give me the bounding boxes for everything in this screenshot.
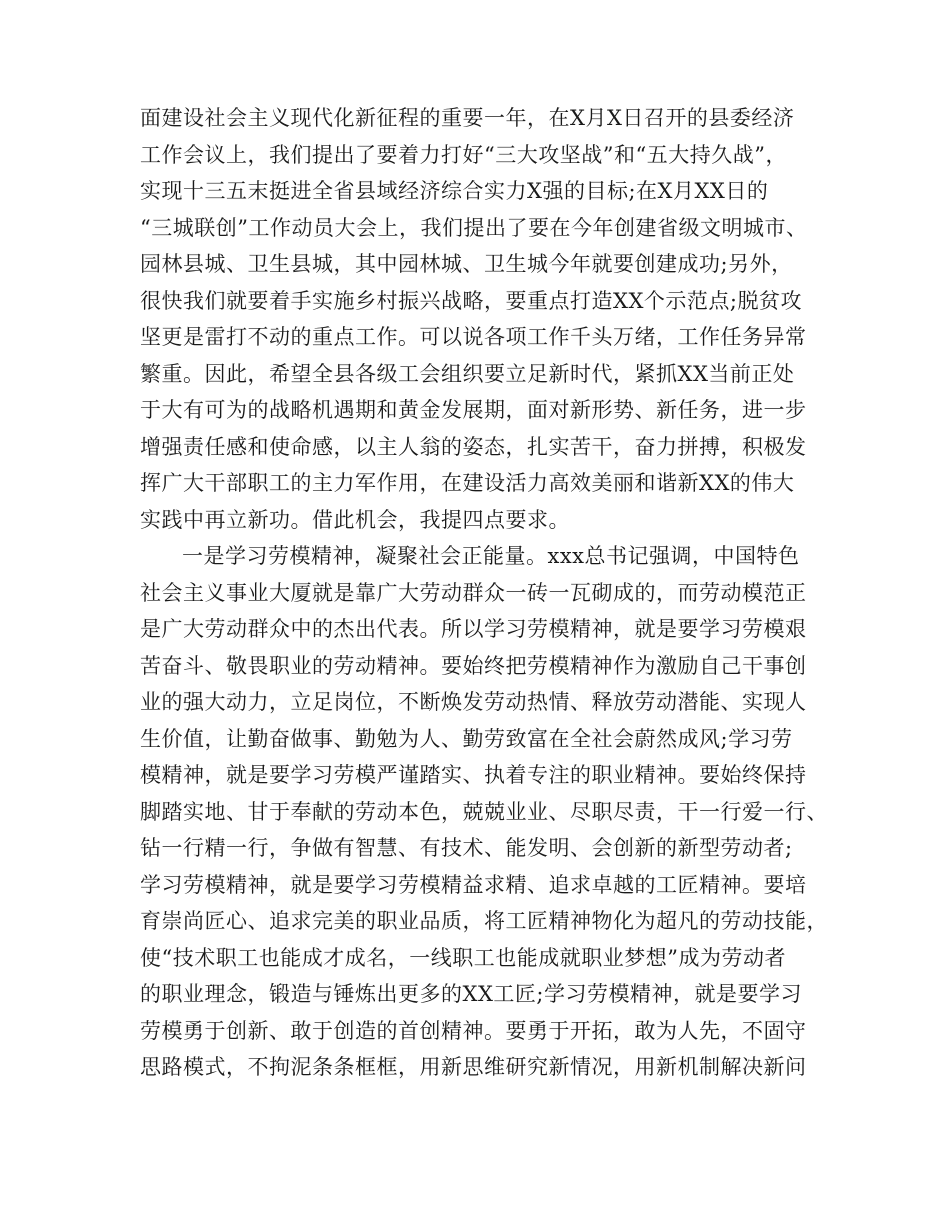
text-line: 很快我们就要着手实施乡村振兴战略，要重点打造XX个示范点;脱贫攻 bbox=[140, 288, 802, 313]
document-body bbox=[140, 100, 830, 1086]
text-line: 实践中再立新功。借此机会，我提四点要求。 bbox=[140, 507, 570, 532]
text-line: 学习劳模精神，就是要学习劳模精益求精、追求卓越的工匠精神。要培 bbox=[140, 872, 807, 897]
text-line: 是广大劳动群众中的杰出代表。所以学习劳模精神，就是要学习劳模艰 bbox=[140, 617, 807, 641]
text-line: 增强责任感和使命感，以主人翁的姿态，扎实苦干，奋力拼搏，积极发 bbox=[140, 434, 807, 459]
text-line: 于大有可为的战略机遇期和黄金发展期，面对新形势、新任务，进一步 bbox=[140, 398, 807, 422]
text-line: 繁重。因此，希望全县各级工会组织要立足新时代，紧抓XX当前正处 bbox=[140, 361, 795, 386]
text-line: 脚踏实地、甘于奉献的劳动本色，兢兢业业、尽职尽责，干一行爱一行、 bbox=[140, 799, 828, 824]
text-line: 生价值，让勤奋做事、勤勉为人、勤劳致富在全社会蔚然成风;学习劳 bbox=[140, 726, 793, 751]
paragraph-first-line: 一是学习劳模精神，凝聚社会正能量。xxx总书记强调，中国特色 bbox=[182, 544, 800, 568]
text-line: 实现十三五末挺进全省县域经济综合实力X强的目标;在X月XX日的 bbox=[140, 179, 769, 203]
text-line: 使“技术职工也能成才成名，一线职工也能成就职业梦想”成为劳动者 bbox=[140, 945, 786, 970]
text-line: 工作会议上，我们提出了要着力打好“三大攻坚战”和“五大持久战”， bbox=[140, 142, 787, 167]
text-line: “三城联创”工作动员大会上，我们提出了要在今年创建省级文明城市、 bbox=[140, 215, 808, 240]
text-line: 社会主义事业大厦就是靠广大劳动群众一砖一瓦砌成的，而劳动模范正 bbox=[140, 580, 807, 605]
text-line: 模精神，就是要学习劳模严谨踏实、执着专注的职业精神。要始终保持 bbox=[140, 763, 807, 787]
text-line: 园林县城、卫生县城，其中园林城、卫生城今年就要创建成功;另外， bbox=[140, 252, 793, 276]
text-line: 思路模式，不拘泥条条框框，用新思维研究新情况，用新机制解决新问 bbox=[140, 1055, 807, 1079]
text-line: 坚更是雷打不动的重点工作。可以说各项工作千头万绪，工作任务异常 bbox=[140, 325, 807, 349]
text-line: 钻一行精一行，争做有智慧、有技术、能发明、会创新的新型劳动者; bbox=[140, 836, 793, 860]
text-line: 的职业理念，锻造与锤炼出更多的XX工匠;学习劳模精神，就是要学习 bbox=[140, 982, 802, 1006]
text-line: 劳模勇于创新、敢于创造的首创精神。要勇于开拓，敢为人先，不固守 bbox=[140, 1018, 807, 1043]
text-line: 挥广大干部职工的主力军作用，在建设活力高效美丽和谐新XX的伟大 bbox=[140, 471, 795, 495]
text-line: 面建设社会主义现代化新征程的重要一年，在X月X日召开的县委经济 bbox=[140, 106, 795, 130]
text-line: 苦奋斗、敬畏职业的劳动精神。要始终把劳模精神作为激励自己干事创 bbox=[140, 653, 807, 678]
text-line: 业的强大动力，立足岗位，不断焕发劳动热情、释放劳动潜能、实现人 bbox=[140, 690, 807, 714]
text-line: 育崇尚匠心、追求完美的职业品质，将工匠精神物化为超凡的劳动技能， bbox=[140, 909, 828, 933]
